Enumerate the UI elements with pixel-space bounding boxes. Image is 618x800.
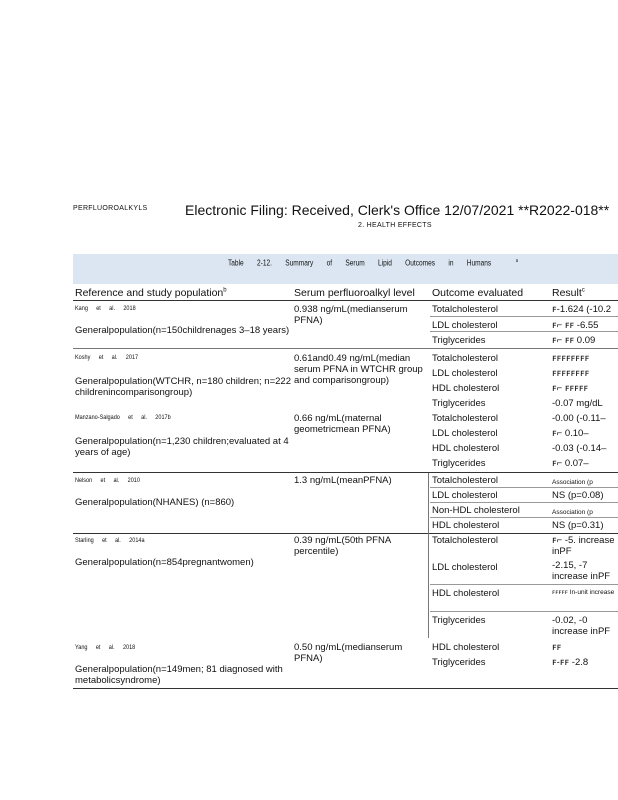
outcome: Triglycerides xyxy=(432,458,486,469)
outcome: Non-HDL cholesterol xyxy=(432,505,520,516)
row-divider xyxy=(430,502,618,503)
result: ꜰ⌐ ꜰꜰꜰꜰꜰ xyxy=(552,383,589,394)
outcome: LDL cholesterol xyxy=(432,320,498,331)
serum-level: 0.39 ng/mL(50th PFNA percentile) xyxy=(294,535,391,557)
result: ꜰꜰꜰꜰꜰꜰꜰꜰ xyxy=(552,353,590,364)
row-divider xyxy=(430,517,618,518)
outcome: LDL cholesterol xyxy=(432,368,498,379)
result: -0.07 mg/dL xyxy=(552,398,603,409)
result: NS (p=0.31) xyxy=(552,520,604,531)
study-rule xyxy=(73,533,618,534)
result: ꜰꜰꜰꜰꜰ In-unit increase xyxy=(552,589,615,596)
row-divider xyxy=(430,487,618,488)
study-citation: Starling et al. 2014a xyxy=(75,537,145,544)
table-caption-sup: a xyxy=(515,258,519,264)
study-rule xyxy=(73,472,618,473)
study-population: Generalpopulation(n=1,230 children;evaluated at 4 years of age) xyxy=(75,436,289,458)
filing-stamp: Electronic Filing: Received, Clerk's Office 12/07/2021 **R2022-018** xyxy=(185,202,610,218)
outcome: HDL cholesterol xyxy=(432,588,500,599)
chapter-heading: 2. HEALTH EFFECTS xyxy=(358,222,432,229)
study-population: Generalpopulation(NHANES) (n=860) xyxy=(75,497,235,508)
row-divider xyxy=(430,584,618,585)
result: ꜰ⌐ 0.10– xyxy=(552,428,589,439)
outcome: LDL cholesterol xyxy=(432,428,498,439)
outcome: LDL cholesterol xyxy=(432,562,498,573)
row-divider xyxy=(430,611,618,612)
vertical-rule xyxy=(428,473,429,533)
header-rule xyxy=(73,300,618,301)
serum-level: 1.3 ng/mL(meanPFNA) xyxy=(294,475,392,486)
serum-level: 0.938 ng/mL(medianserum PFNA) xyxy=(294,304,408,326)
result: -0.00 (-0.11– xyxy=(552,413,606,424)
row-divider xyxy=(430,316,618,317)
table-caption-text: Table 2-12. Summary of Serum Lipid Outcomes in Humans xyxy=(228,258,492,268)
outcome: Totalcholesterol xyxy=(432,535,499,546)
outcome: Totalcholesterol xyxy=(432,353,499,364)
serum-level: 0.50 ng/mL(medianserum PFNA) xyxy=(294,642,403,664)
result: -0.03 (-0.14– xyxy=(552,443,607,454)
outcome: Triglycerides xyxy=(432,615,486,626)
outcome: LDL cholesterol xyxy=(432,490,498,501)
study-population: Generalpopulation(n=854pregnantwomen) xyxy=(75,557,254,568)
study-population: Generalpopulation(n=149men; 81 diagnosed with metabolicsyndrome) xyxy=(75,664,283,686)
study-population: Generalpopulation(n=150childrenages 3–18 years) xyxy=(75,325,290,336)
result: NS (p=0.08) xyxy=(552,490,604,501)
result: ꜰ⌐ ꜰꜰ 0.09 xyxy=(552,335,596,346)
result: ꜰꜰꜰꜰꜰꜰꜰꜰ xyxy=(552,368,590,379)
outcome: Triglycerides xyxy=(432,398,486,409)
result: ꜰ⌐ 0.07– xyxy=(552,458,589,469)
outcome: Totalcholesterol xyxy=(432,413,499,424)
study-population: Generalpopulation(WTCHR, n=180 children; n=222 childrenincomparisongroup) xyxy=(75,376,291,398)
table-caption xyxy=(228,258,518,268)
serum-level: 0.61and0.49 ng/mL(median serum PFNA in WTCHR group and comparisongroup) xyxy=(294,353,423,386)
vertical-rule xyxy=(428,533,429,638)
study-citation: Yang et al. 2018 xyxy=(75,644,136,651)
study-citation: Kang et al. 2018 xyxy=(75,305,136,312)
col-header-outcome: Outcome evaluated xyxy=(432,287,524,299)
outcome: HDL cholesterol xyxy=(432,443,500,454)
study-rule xyxy=(73,348,618,349)
outcome: HDL cholesterol xyxy=(432,642,500,653)
result: Association (p xyxy=(552,479,593,486)
outcome: Totalcholesterol xyxy=(432,304,499,315)
result: -0.02, -0 increase inPF xyxy=(552,615,611,637)
result: ꜰ-ꜰꜰ -2.8 xyxy=(552,657,589,668)
outcome: Triglycerides xyxy=(432,657,486,668)
outcome: HDL cholesterol xyxy=(432,383,500,394)
row-divider xyxy=(430,331,618,332)
outcome: HDL cholesterol xyxy=(432,520,500,531)
col-header-level: Serum perfluoroalkyl level xyxy=(294,287,415,299)
result: ꜰ-1.624 (-10.2 xyxy=(552,304,612,315)
result: Association (p xyxy=(552,509,593,516)
outcome: Totalcholesterol xyxy=(432,475,499,486)
table-bottom-rule xyxy=(73,688,618,689)
outcome: Triglycerides xyxy=(432,335,486,346)
study-citation: Koshy et al. 2017 xyxy=(75,354,139,361)
result: ꜰ⌐ ꜰꜰ -6.55 xyxy=(552,320,599,331)
section-label: PERFLUOROALKYLS xyxy=(73,205,148,212)
col-header-ref: Reference and study population$^b$ xyxy=(75,287,227,299)
result: -2.15, -7 increase inPF xyxy=(552,560,611,582)
result: ꜰꜰ xyxy=(552,642,562,653)
serum-level: 0.66 ng/mL(maternal geometricmean PFNA) xyxy=(294,413,391,435)
study-citation: Manzano-Salgado et al. 2017b xyxy=(75,414,171,421)
col-header-result: Result$^c$ xyxy=(552,287,585,299)
result: ꜰ⌐ -5. increase inPF xyxy=(552,535,615,557)
study-citation: Nelson et al. 2010 xyxy=(75,477,140,484)
